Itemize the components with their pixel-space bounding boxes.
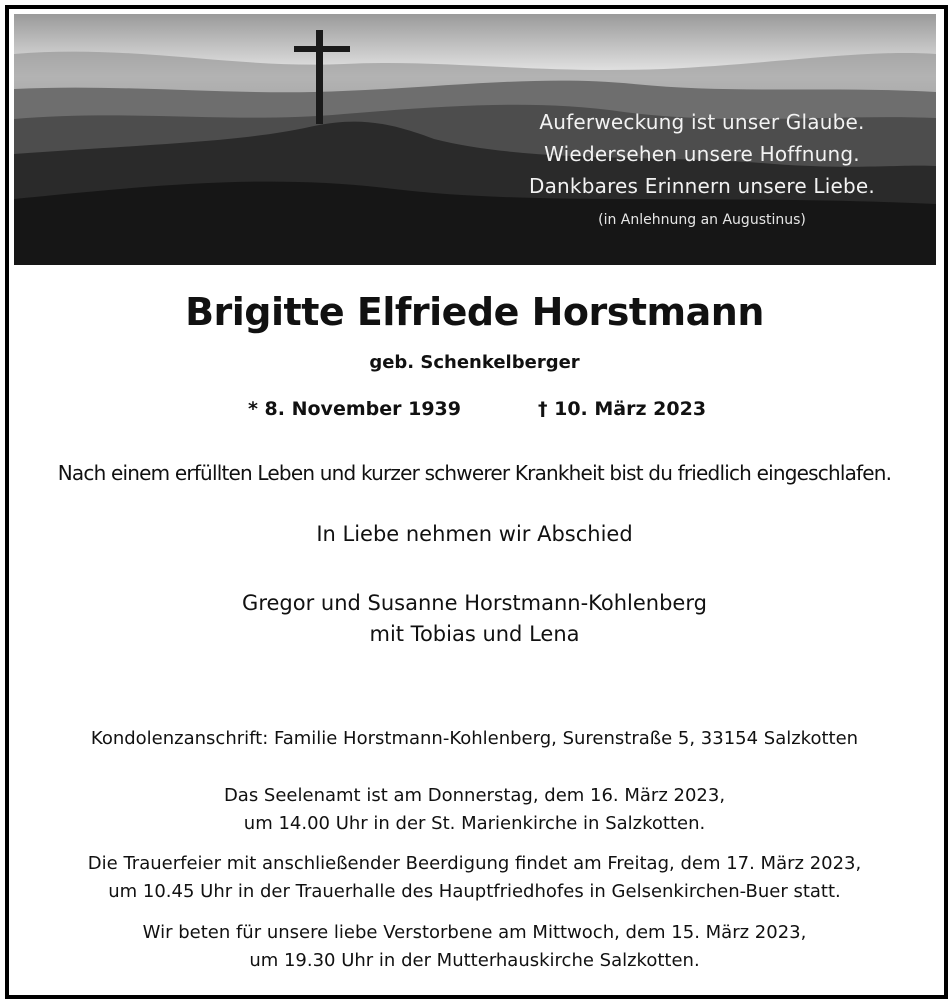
quote-source: (in Anlehnung an Augustinus) (598, 212, 806, 228)
death-date: † 10. März 2023 (538, 398, 707, 420)
quote-line: Dankbares Erinnern unsere Liebe. (529, 174, 875, 198)
birth-date: * 8. November 1939 (248, 398, 461, 420)
service-line: um 14.00 Uhr in der St. Marienkirche in Salzkotten. (243, 813, 706, 834)
birth-name: geb. Schenkelberger (369, 352, 580, 373)
service-requiem (0, 782, 949, 838)
farewell-line: In Liebe nehmen wir Abschied (316, 522, 633, 546)
mourner-line: Gregor und Susanne Horstmann-Kohlenberg (242, 591, 707, 615)
obituary-message: Nach einem erfüllten Leben und kurzer schwerer Krankheit bist du friedlich eingeschlafen. (57, 461, 892, 485)
service-funeral (0, 850, 949, 906)
quote-block (492, 106, 912, 232)
service-line: Wir beten für unsere liebe Verstorbene am Mittwoch, dem 15. März 2023, (142, 922, 807, 943)
service-line: um 10.45 Uhr in der Trauerhalle des Hauptfriedhofes in Gelsenkirchen-Buer statt. (108, 881, 841, 902)
service-line: Die Trauerfeier mit anschließender Beerdigung findet am Freitag, dem 17. März 2023, (87, 853, 862, 874)
quote-line: Wiedersehen unsere Hoffnung. (544, 142, 860, 166)
mourner-line: mit Tobias und Lena (369, 622, 580, 646)
service-prayer (0, 919, 949, 975)
service-line: um 19.30 Uhr in der Mutterhauskirche Salzkotten. (249, 950, 700, 971)
service-line: Das Seelenamt ist am Donnerstag, dem 16. März 2023, (223, 785, 726, 806)
quote-line: Auferweckung ist unser Glaube. (539, 110, 865, 134)
deceased-name: Brigitte Elfriede Horstmann (185, 290, 764, 334)
condolence-address: Kondolenzanschrift: Familie Horstmann-Kohlenberg, Surenstraße 5, 33154 Salzkotten (90, 728, 859, 749)
cross-icon (316, 30, 323, 124)
header-banner (14, 14, 936, 265)
mourners-block (0, 588, 949, 650)
